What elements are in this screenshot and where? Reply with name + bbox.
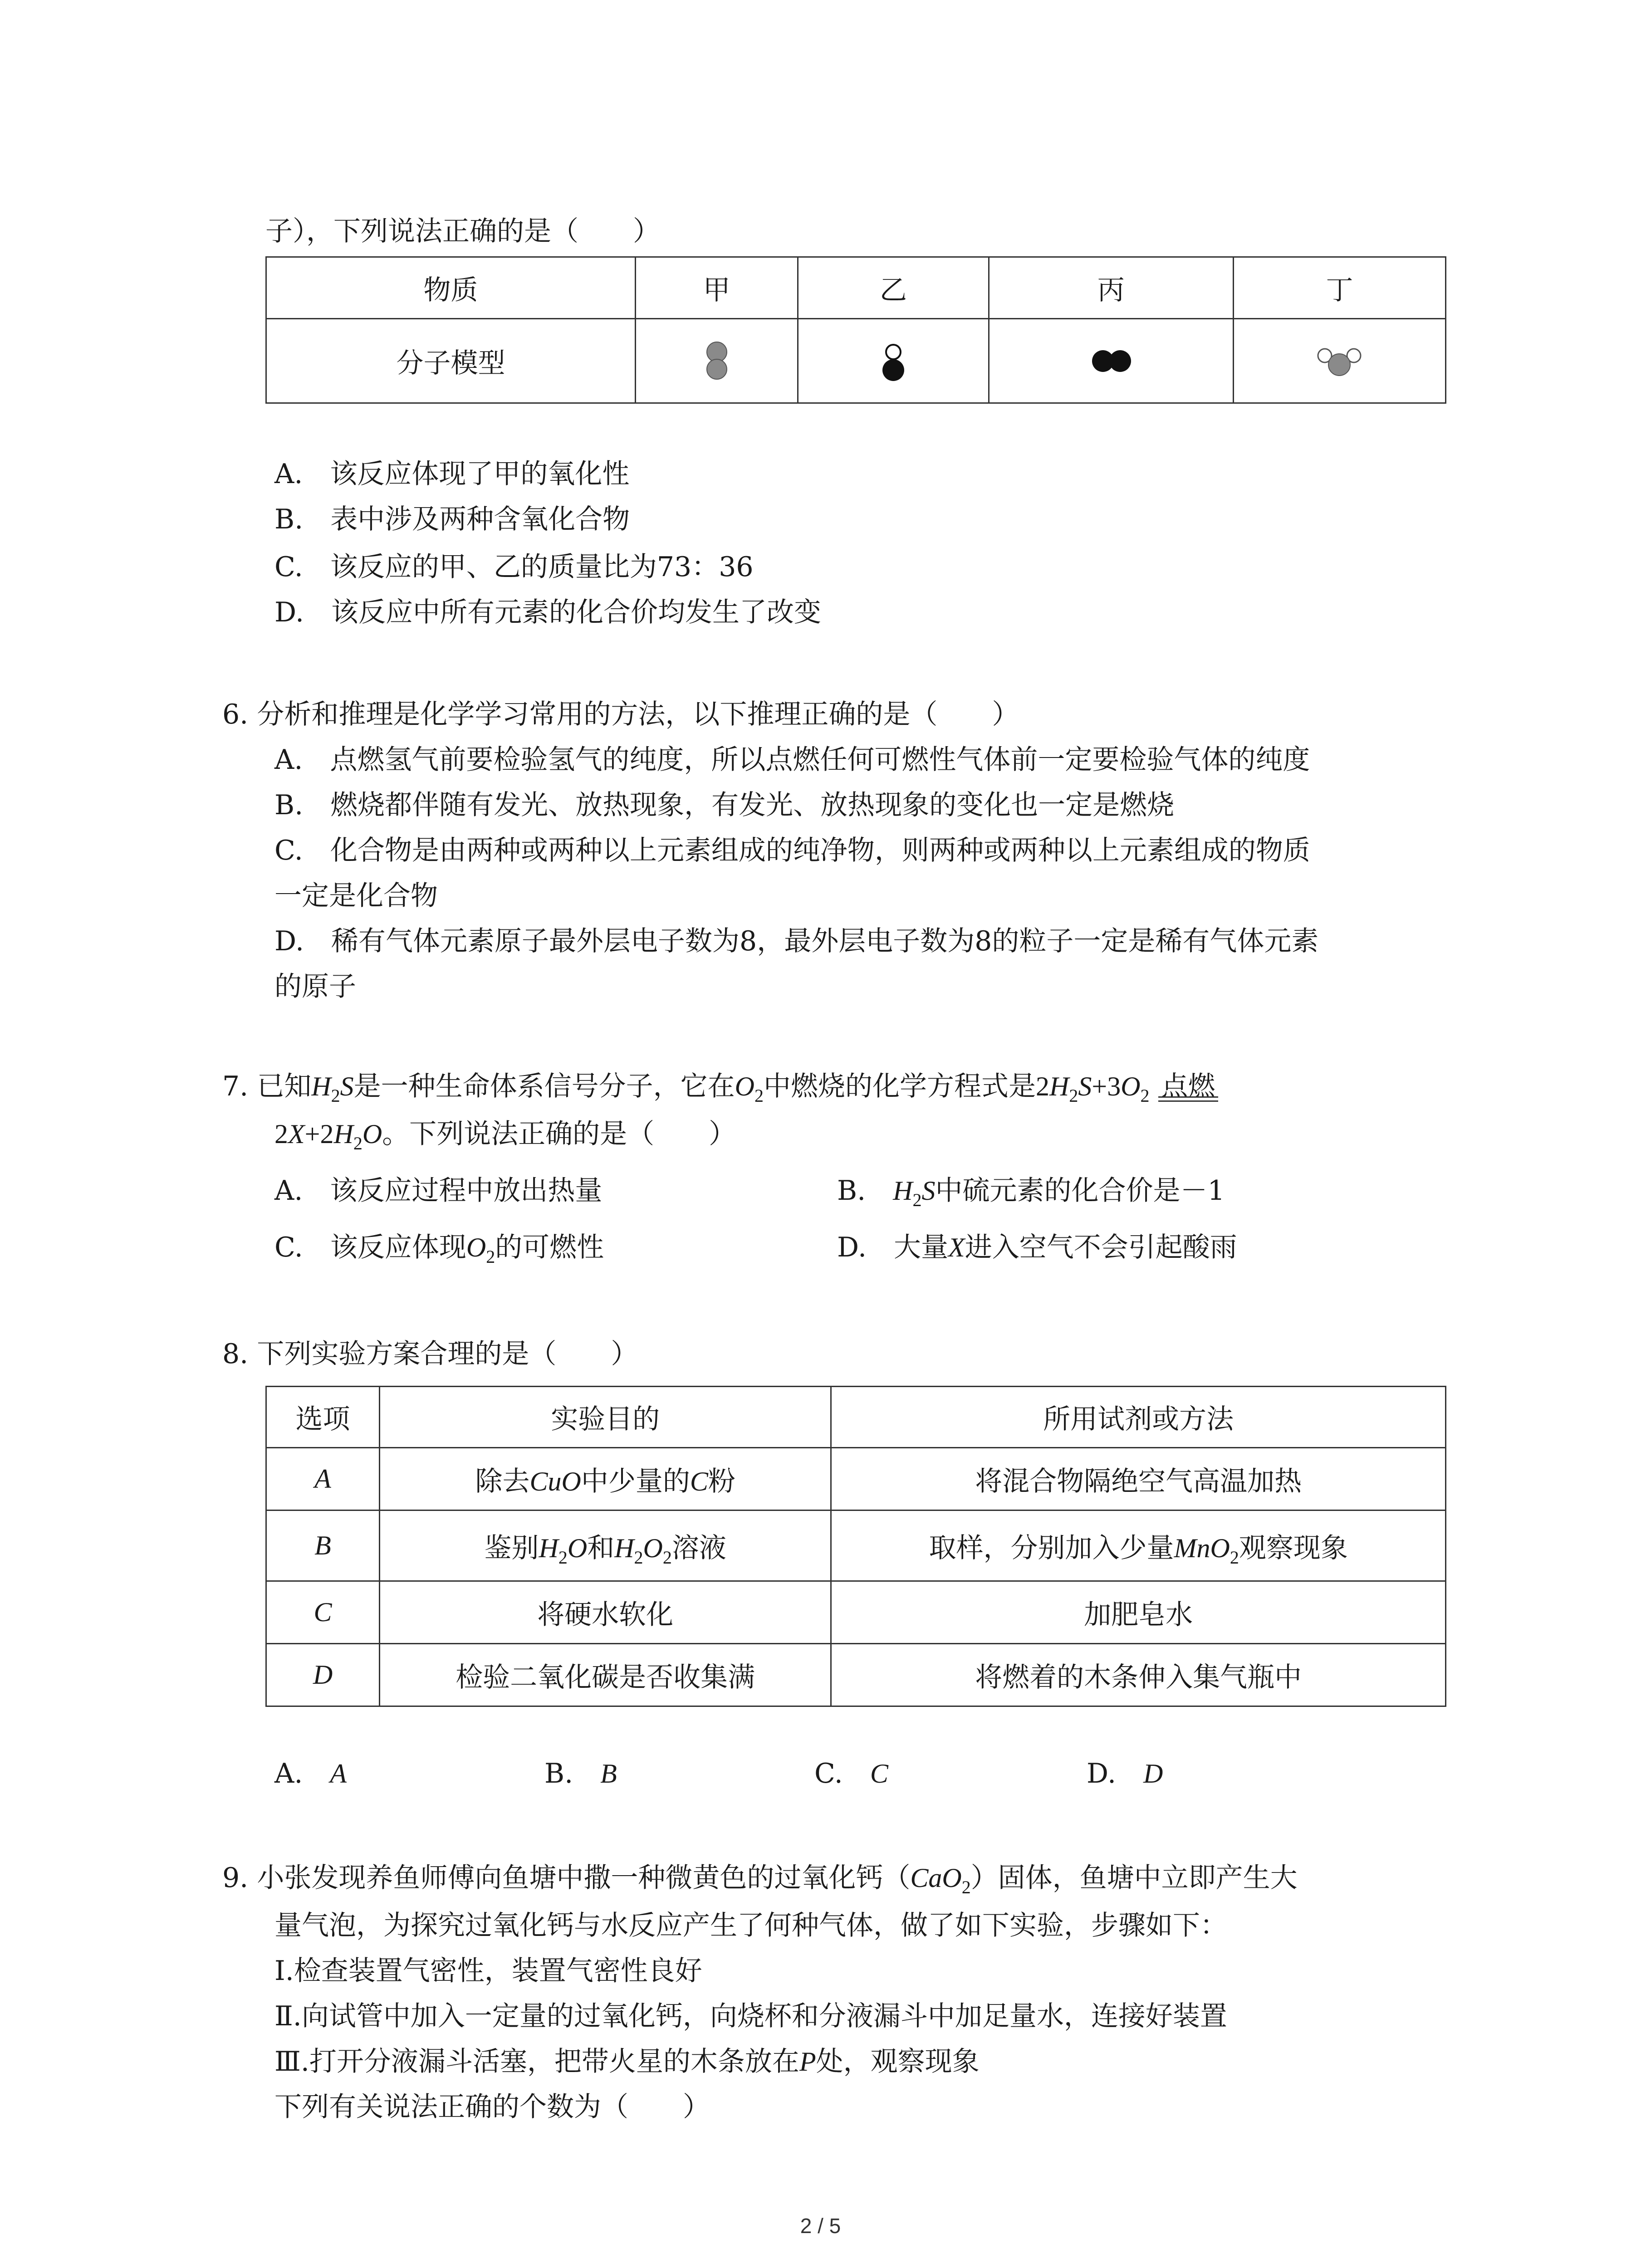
q8-row-a-method: 将混合物隔绝空气高温加热 [831,1448,1446,1510]
mol-bing-icon [1079,334,1143,388]
q9-step-1: Ⅰ.检查装置气密性，装置气密性良好 [274,1955,702,1987]
q8-row-d-method: 将燃着的木条伸入集气瓶中 [831,1644,1446,1706]
q6-option-a: A. 点燃氢气前要检验氢气的纯度，所以点燃任何可燃性气体前一定要检验气体的纯度 [274,744,1310,776]
q7-stem-line1: 7. 已知$H_2S$是一种生命体系信号分子，它在$O_2$中燃烧的化学方程式是$2H_2S+3O_2$ 点燃 [222,1068,1218,1105]
q7-option-c: C. 该反应体现$O_2$的可燃性 [274,1232,604,1267]
q9-step-3: Ⅲ.打开分液漏斗活塞，把带火星的木条放在P处，观察现象 [274,2046,980,2077]
q6-option-d: D. 稀有气体元素原子最外层电子数为8，最外层电子数为8的粒子一定是稀有气体元素 [274,925,1319,957]
mol-ding-icon [1308,334,1371,388]
q8-row-a [266,1448,1446,1510]
q7-option-a: A. 该反应过程中放出热量 [274,1175,603,1207]
q7-option-b: B. $H_2S$中硫元素的化合价是－1 [837,1175,1225,1210]
q8-row-b-option: B [266,1510,380,1581]
q5-cell-jia [636,319,798,403]
q5-header-ding: 丁 [1233,257,1445,319]
q5-option-d: D. 该反应中所有元素的化合价均发生了改变 [274,596,822,628]
q5-cell-ding [1233,319,1445,403]
q9-question: 下列有关说法正确的个数为（ ） [274,2091,710,2123]
q5-header-yi: 乙 [798,257,989,319]
q9-step-2: Ⅱ.向试管中加入一定量的过氧化钙，向烧杯和分液漏斗中加足量水，连接好装置 [274,2000,1227,2032]
q5-stem-tail: 子），下列说法正确的是（ ） [265,215,660,247]
q8-option-b: B. B [544,1758,617,1789]
q8-experiment-table [265,1386,1446,1707]
q5-cell-yi [798,319,989,403]
q8-row-d [266,1644,1446,1706]
q8-option-d: D. D [1087,1758,1163,1789]
q8-header-option: 选项 [266,1387,380,1448]
q8-row-d-option: D [266,1644,380,1706]
q9-stem-line1: 9. 小张发现养鱼师傅向鱼塘中撒一种微黄色的过氧化钙（CaO$_2$）固体，鱼塘中立即产生大 [222,1862,1298,1897]
mol-yi-icon [862,334,925,388]
q5-row-label: 分子模型 [266,319,636,403]
q8-header-method: 所用试剂或方法 [831,1387,1446,1448]
q8-row-b-aim: 鉴别$H_2O$和$H_2O_2$溶液 [380,1510,831,1581]
q7-stem-line2: $2X+2H_2O$。下列说法正确的是（ ） [274,1118,736,1154]
q8-row-c [266,1581,1446,1644]
q8-option-a: A. A [274,1758,347,1789]
q5-header-substance: 物质 [266,257,636,319]
q8-row-a-aim: 除去CuO中少量的C粉 [380,1448,831,1510]
q5-header-jia: 甲 [636,257,798,319]
q8-option-c: C. C [814,1758,888,1789]
q8-header-aim: 实验目的 [380,1387,831,1448]
q8-row-b [266,1510,1446,1581]
q6-option-c-cont: 一定是化合物 [274,880,438,912]
mol-jia-icon [685,334,749,388]
q5-option-a: A. 该反应体现了甲的氧化性 [274,458,630,490]
q5-option-c: C. 该反应的甲、乙的质量比为73：36 [274,551,754,583]
q8-row-c-method: 加肥皂水 [831,1581,1446,1644]
q6-option-d-cont: 的原子 [274,971,356,1002]
q8-row-c-option: C [266,1581,380,1644]
q6-option-b: B. 燃烧都伴随有发光、放热现象，有发光、放热现象的变化也一定是燃烧 [274,789,1175,821]
q8-stem: 8. 下列实验方案合理的是（ ） [222,1338,638,1370]
q7-option-d: D. 大量X进入空气不会引起酸雨 [837,1232,1237,1263]
page-number: 2 / 5 [800,2214,841,2238]
q6-option-c: C. 化合物是由两种或两种以上元素组成的纯净物，则两种或两种以上元素组成的物质 [274,835,1310,866]
q7-reaction-condition: 点燃 [1158,1068,1218,1105]
q5-cell-bing [989,319,1233,403]
q5-molecule-table [265,256,1446,404]
q9-stem-line2: 量气泡，为探究过氧化钙与水反应产生了何种气体，做了如下实验，步骤如下： [274,1910,1227,1941]
q5-option-b: B. 表中涉及两种含氧化合物 [274,503,630,535]
q8-row-b-method: 取样，分别加入少量MnO$_2$观察现象 [831,1510,1446,1581]
q8-row-a-option: A [266,1448,380,1510]
q8-row-d-aim: 检验二氧化碳是否收集满 [380,1644,831,1706]
q8-row-c-aim: 将硬水软化 [380,1581,831,1644]
q6-stem: 6. 分析和推理是化学学习常用的方法，以下推理正确的是（ ） [222,699,1019,730]
q5-header-bing: 丙 [989,257,1233,319]
